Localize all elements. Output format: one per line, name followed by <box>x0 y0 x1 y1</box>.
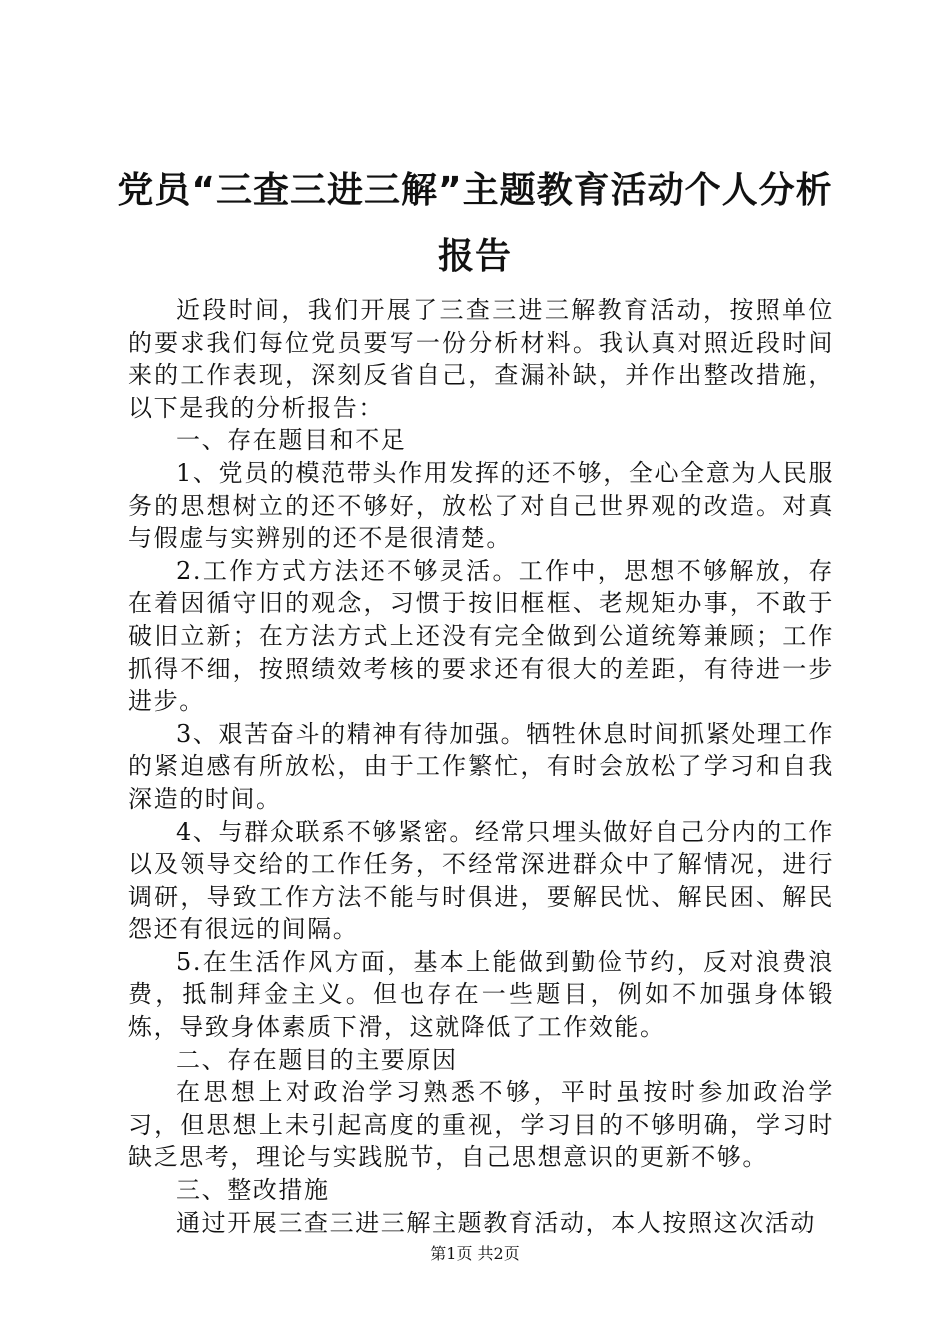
section-heading-measures: 三、整改措施 <box>176 1176 330 1205</box>
title-line-1: 党员“三查三进三解”主题教育活动个人分析 <box>117 170 833 211</box>
document-title <box>110 158 840 290</box>
problem-item-1: 1、党员的模范带头作用发挥的还不够，全心全意为人民服务的思想树立的还不够好，放松了对自己世界观的改造。对真与假虚与实辨别的还不是很清楚。 <box>128 458 834 553</box>
problem-item-2: 2.工作方式方法还不够灵活。工作中，思想不够解放，存在着因循守旧的观念，习惯于按旧框框、老规矩办事，不敢于破旧立新；在方法方式上还没有完全做到公道统筹兼顾；工作抓得不细，按照绩效考核的要求还有很大的差距，有待进一步进步。 <box>128 556 834 716</box>
document-body <box>128 294 834 1239</box>
measures-paragraph: 通过开展三查三进三解主题教育活动，本人按照这次活动 <box>176 1208 816 1237</box>
section-heading-causes: 二、存在题目的主要原因 <box>176 1045 458 1074</box>
causes-paragraph: 在思想上对政治学习熟悉不够，平时虽按时参加政治学习，但思想上未引起高度的重视，学习目的不够明确，学习时缺乏思考，理论与实践脱节，自己思想意识的更新不够。 <box>128 1078 834 1172</box>
problem-item-5: 5.在生活作风方面，基本上能做到勤俭节约，反对浪费浪费，抵制拜金主义。但也存在一些题目，例如不加强身体锻炼，导致身体素质下滑，这就降低了工作效能。 <box>128 947 834 1042</box>
problem-item-3: 3、艰苦奋斗的精神有待加强。牺牲休息时间抓紧处理工作的紧迫感有所放松，由于工作繁忙，有时会放松了学习和自我深造的时间。 <box>128 719 834 813</box>
intro-paragraph: 近段时间，我们开展了三查三进三解教育活动，按照单位的要求我们每位党员要写一份分析材料。我认真对照近段时间来的工作表现，深刻反省自己，查漏补缺，并作出整改措施，以下是我的分析报告： <box>128 296 834 422</box>
problem-item-4: 4、与群众联系不够紧密。经常只埋头做好自己分内的工作以及领导交给的工作任务，不经常深进群众中了解情况，进行调研，导致工作方法不能与时俱进，要解民忧、解民困、解民怨还有很远的间隔。 <box>128 817 834 944</box>
title-line-2: 报告 <box>437 236 512 277</box>
page-footer: 第1页 共2页 <box>430 1244 520 1263</box>
section-heading-problems: 一、存在题目和不足 <box>176 426 407 455</box>
